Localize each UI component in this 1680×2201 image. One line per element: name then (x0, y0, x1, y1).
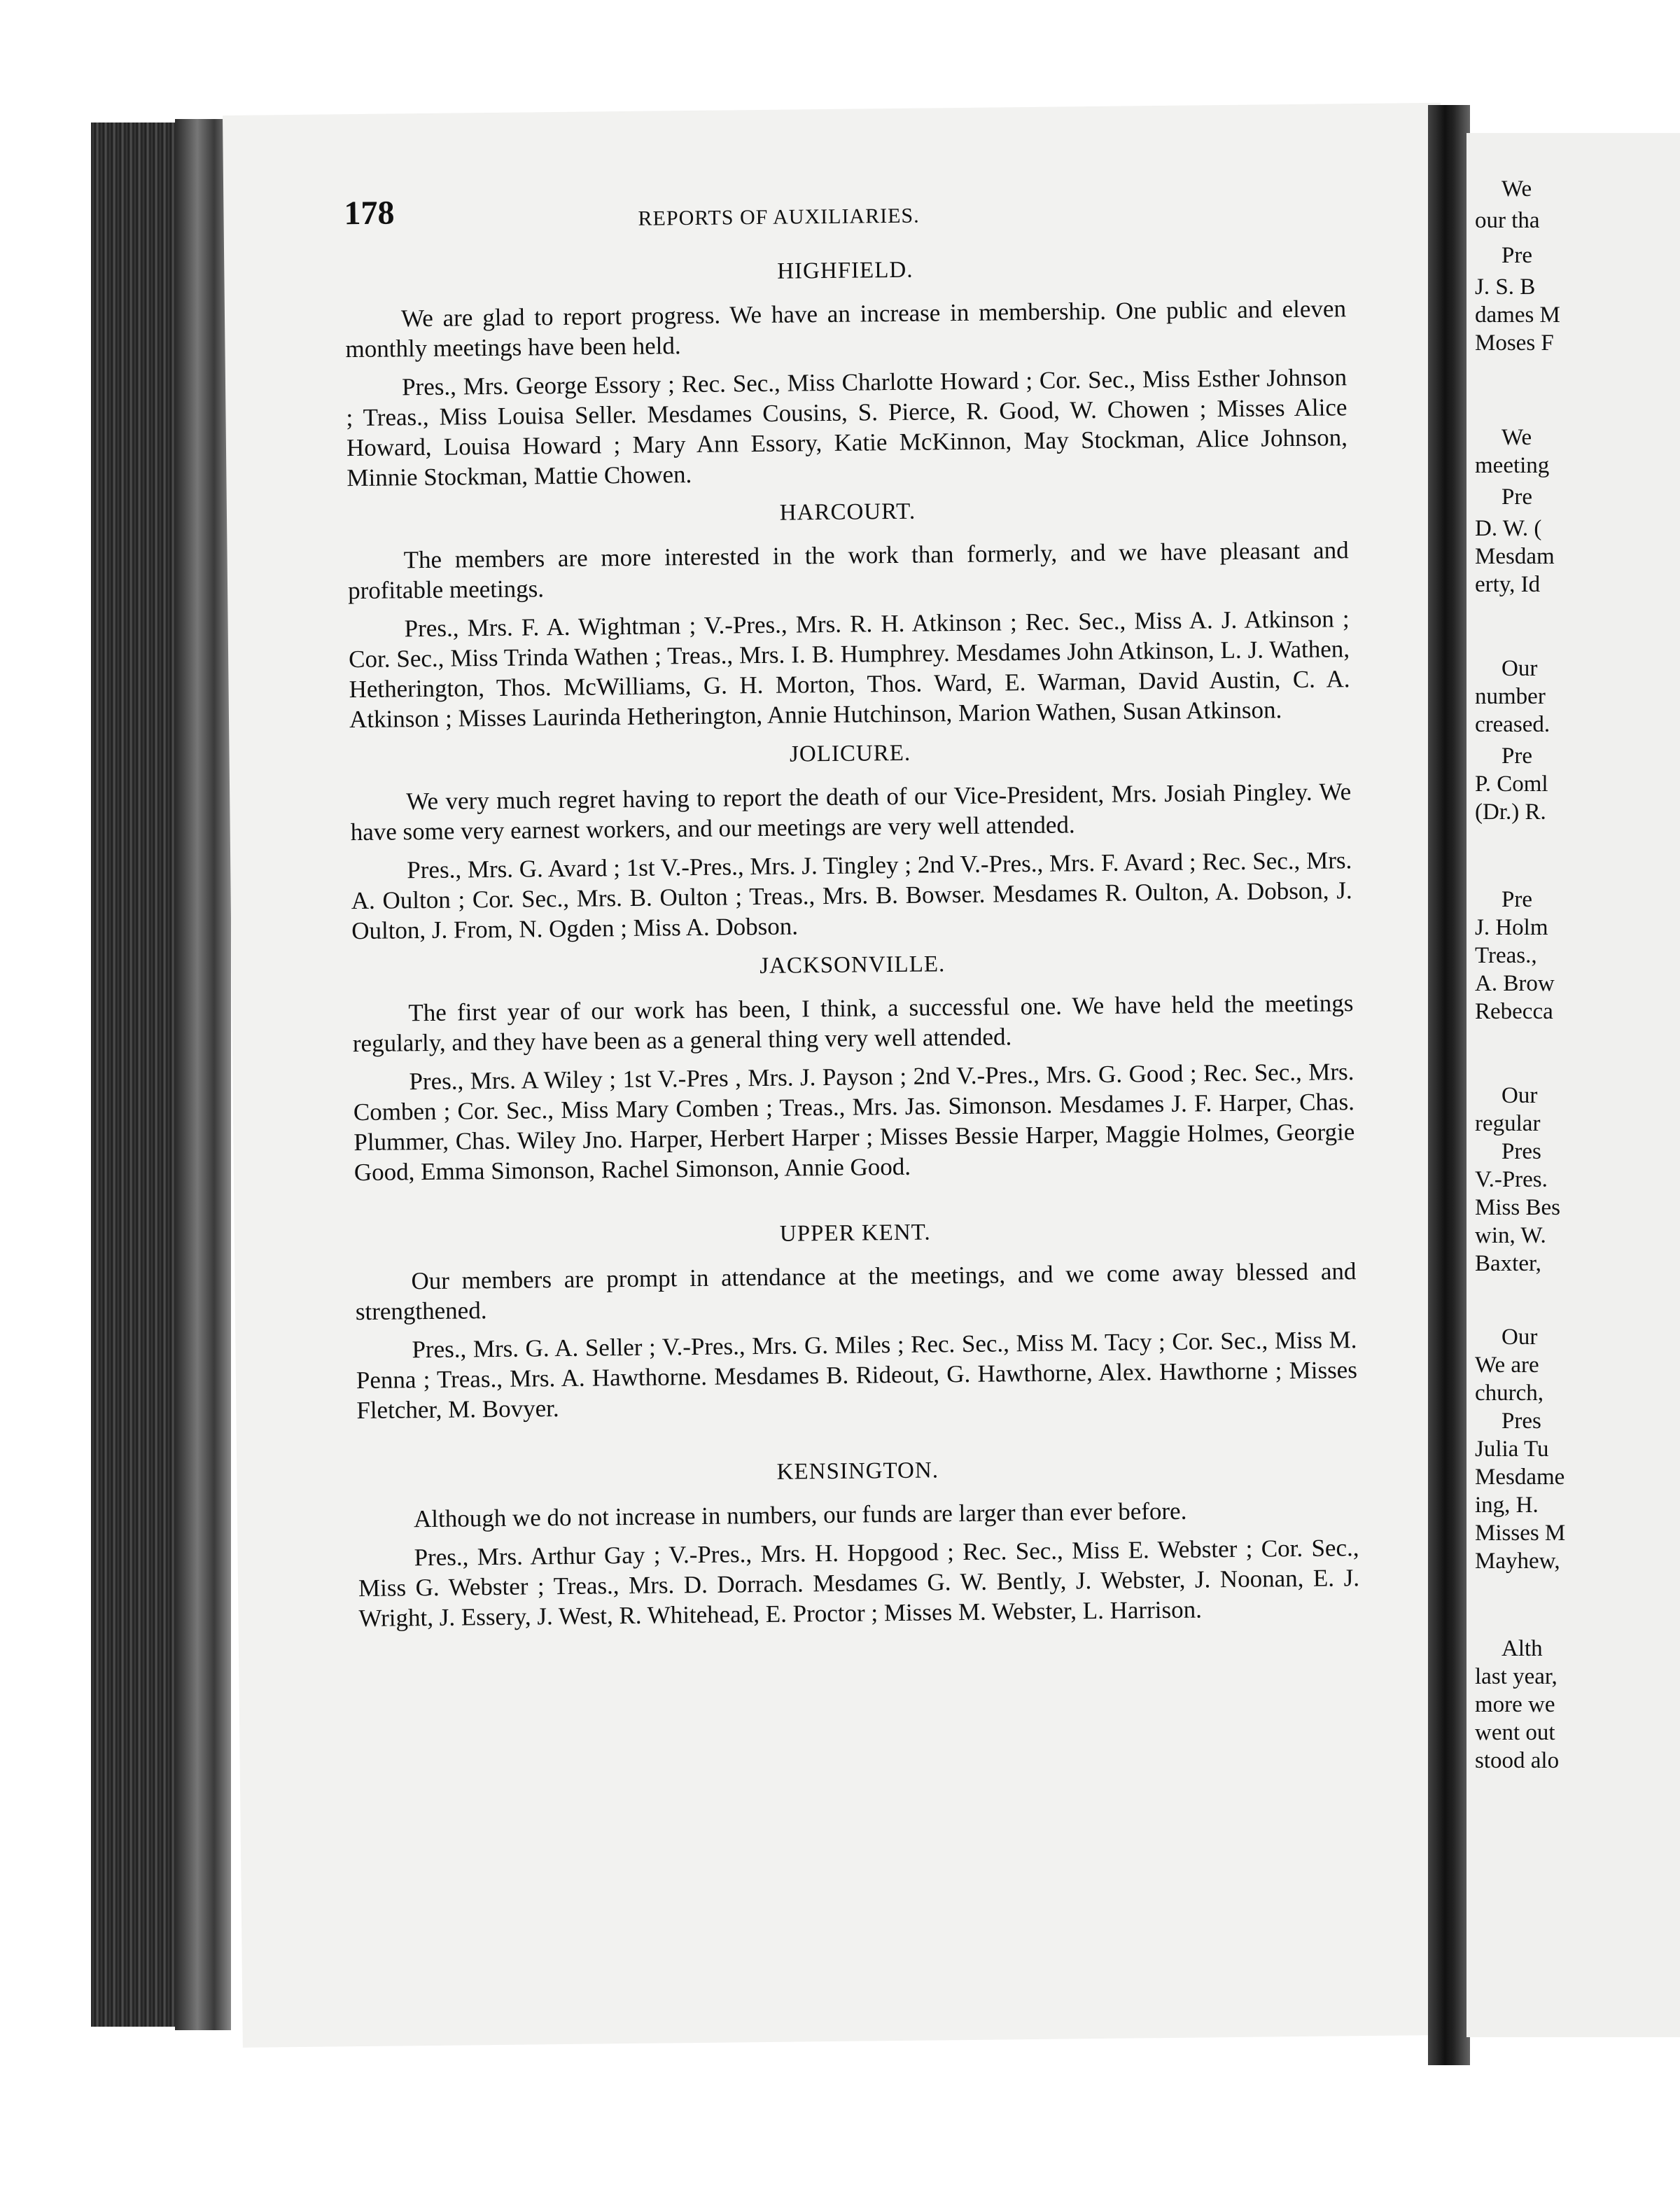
section-harcourt (347, 492, 1350, 734)
right-page-line: Julia Tu (1475, 1437, 1549, 1462)
page-content (344, 188, 1359, 1640)
right-page-line: stood alo (1475, 1748, 1560, 1773)
right-page-line: Our (1502, 656, 1538, 681)
right-page-line: J. S. B (1475, 274, 1536, 300)
section-gap (357, 1422, 1358, 1452)
section-report: Our members are prompt in attendance at the meetings, and we come away blessed and strengthened. (355, 1257, 1357, 1326)
section-title: HIGHFIELD. (777, 257, 913, 284)
right-page-fragment (1466, 133, 1680, 2037)
right-page-line: Our (1502, 1083, 1538, 1108)
section-title: JACKSONVILLE. (760, 951, 946, 979)
section-title: UPPER KENT. (779, 1220, 931, 1247)
right-page-line: number (1475, 684, 1546, 709)
right-page-line: We (1502, 176, 1532, 202)
section-officers: Pres., Mrs. George Essory ; Rec. Sec., Miss Charlotte Howard ; Cor. Sec., Miss Esther Johnson ; Treas., Miss Louisa Seller. Mesdames Cousins, S. Pierce, R. Good, W. Chowen ; Misses Alice Howard, Louisa Howard ; Mary Ann Essory, Katie McKinnon, May Stockman, Alice Johnson, Minnie Stockman, Mattie Chowen. (346, 363, 1348, 492)
right-page-line: Treas., (1475, 943, 1537, 968)
right-page-line: (Dr.) R. (1475, 799, 1546, 825)
right-page-line: win, W. (1475, 1223, 1546, 1248)
section-officers: Pres., Mrs. G. Avard ; 1st V.-Pres., Mrs. J. Tingley ; 2nd V.-Pres., Mrs. F. Avard ; Rec. Sec., Mrs. A. Oulton ; Cor. Sec., Mrs. B. Oulton ; Treas., Mrs. B. Bowser. Mesdames R. Oulton, A. Dobson, J. Oulton, J. From, N. Ogden ; Miss A. Dobson. (351, 846, 1352, 945)
section-officers: Pres., Mrs. Arthur Gay ; V.-Pres., Mrs. H. Hopgood ; Rec. Sec., Miss E. Webster ; Cor. Sec., Miss G. Webster ; Treas., Mrs. D. Dorrach. Mesdames G. W. Bently, J. Webster, J. Noonan, E. J. Wright, J. Essery, J. West, R. Whitehead, E. Proctor ; Misses M. Webster, L. Harrison. (358, 1534, 1360, 1633)
right-page-line: Mesdam (1475, 544, 1555, 569)
right-page-line: creased. (1475, 712, 1550, 737)
right-page-line: Pre (1502, 484, 1532, 510)
right-page-line: We (1502, 425, 1532, 450)
section-report: The first year of our work has been, I think, a successful one. We have held the meetings regularly, and they have been as a general thing very well attended. (352, 989, 1354, 1058)
right-page-line: Pre (1502, 887, 1532, 912)
right-page-line: ing, H. (1475, 1493, 1539, 1518)
right-page-line: regular (1475, 1111, 1541, 1136)
right-page-line: our tha (1475, 208, 1540, 233)
right-page-line: Alth (1502, 1636, 1543, 1661)
section-officers: Pres., Mrs. G. A. Seller ; V.-Pres., Mrs. G. Miles ; Rec. Sec., Miss M. Tacy ; Cor. Sec., Miss M. Penna ; Treas., Mrs. A. Hawthorne. Mesdames B. Rideout, G. Hawthorne, Alex. Hawthorne ; Misses Fletcher, M. Bovyer. (356, 1326, 1358, 1425)
section-report: We very much regret having to report the death of our Vice-President, Mrs. Josiah Pingley. We have some very earnest workers, and our meetings are very well attended. (350, 778, 1352, 846)
section-officers: Pres., Mrs. F. A. Wightman ; V.-Pres., Mrs. R. H. Atkinson ; Rec. Sec., Miss A. J. Atkinson ; Cor. Sec., Miss Trinda Wathen ; Treas., Mrs. I. B. Humphrey. Mesdames John Atkinson, L. J. Wathen, Hetherington, Thos. McWilliams, G. H. Morton, Thos. Ward, E. Warman, David Austin, C. A. Atkinson ; Misses Laurinda Hetherington, Annie Hutchinson, Marion Wathen, Susan Atkinson. (348, 605, 1350, 734)
right-page-line: Pres (1502, 1409, 1541, 1434)
left-page (223, 103, 1461, 2048)
right-page-line: P. Coml (1475, 771, 1548, 797)
section-jacksonville (352, 945, 1355, 1187)
right-page-line: A. Brow (1475, 971, 1555, 996)
running-head: REPORTS OF AUXILIARIES. (638, 204, 920, 230)
right-page-line: Pre (1502, 743, 1532, 769)
section-upper-kent (355, 1213, 1358, 1425)
right-page-line: Miss Bes (1475, 1195, 1560, 1220)
right-page-line: D. W. ( (1475, 516, 1542, 541)
right-page-line: Our (1502, 1325, 1538, 1350)
section-report: Although we do not increase in numbers, our funds are larger than ever before. (413, 1497, 1187, 1533)
right-page-line: Pre (1502, 243, 1532, 268)
section-kensington (357, 1451, 1359, 1633)
section-title: KENSINGTON. (776, 1458, 939, 1485)
section-gap (354, 1184, 1355, 1214)
right-page-line: erty, Id (1475, 572, 1541, 597)
right-page-line: Misses M (1475, 1521, 1566, 1546)
book-binding-edge (175, 119, 231, 2030)
right-page-line: Rebecca (1475, 999, 1553, 1024)
right-page-line: Baxter, (1475, 1251, 1541, 1276)
right-page-line: Moses F (1475, 330, 1554, 356)
right-page-line: meeting (1475, 453, 1550, 478)
right-page-line: V.-Pres. (1475, 1167, 1548, 1192)
section-title: JOLICURE. (789, 740, 911, 767)
right-page-line: church, (1475, 1381, 1544, 1406)
right-page-line: J. Holm (1475, 915, 1548, 940)
right-page-line: Mesdame (1475, 1465, 1565, 1490)
right-page-line: We are (1475, 1353, 1539, 1378)
right-page-line: more we (1475, 1692, 1555, 1717)
section-highfield (344, 251, 1348, 493)
book-gutter (1428, 105, 1470, 2065)
section-report: We are glad to report progress. We have an increase in membership. One public and eleven monthly meetings have been held. (345, 295, 1347, 363)
page-header (344, 188, 1345, 240)
right-page-line: last year, (1475, 1664, 1558, 1689)
right-page-line: Pres (1502, 1139, 1541, 1164)
section-title: HARCOURT. (779, 498, 916, 526)
section-report: The members are more interested in the work than formerly, and we have pleasant and profitable meetings. (347, 536, 1349, 605)
right-page-line: Mayhew, (1475, 1549, 1560, 1574)
right-page-line: dames M (1475, 302, 1560, 328)
page-number: 178 (344, 194, 395, 232)
section-officers: Pres., Mrs. A Wiley ; 1st V.-Pres , Mrs. J. Payson ; 2nd V.-Pres., Mrs. G. Good ; Rec. Sec., Mrs. Comben ; Cor. Sec., Miss Mary Comben ; Treas., Mrs. Jas. Simonson. Mesdames J. F. Harper, Chas. Plummer, Chas. Wiley Jno. Harper, Herbert Harper ; Misses Bessie Harper, Maggie Holmes, Georgie Good, Emma Simonson, Rachel Simonson, Annie Good. (353, 1058, 1355, 1187)
right-page-line: went out (1475, 1720, 1555, 1745)
section-jolicure (349, 734, 1352, 946)
